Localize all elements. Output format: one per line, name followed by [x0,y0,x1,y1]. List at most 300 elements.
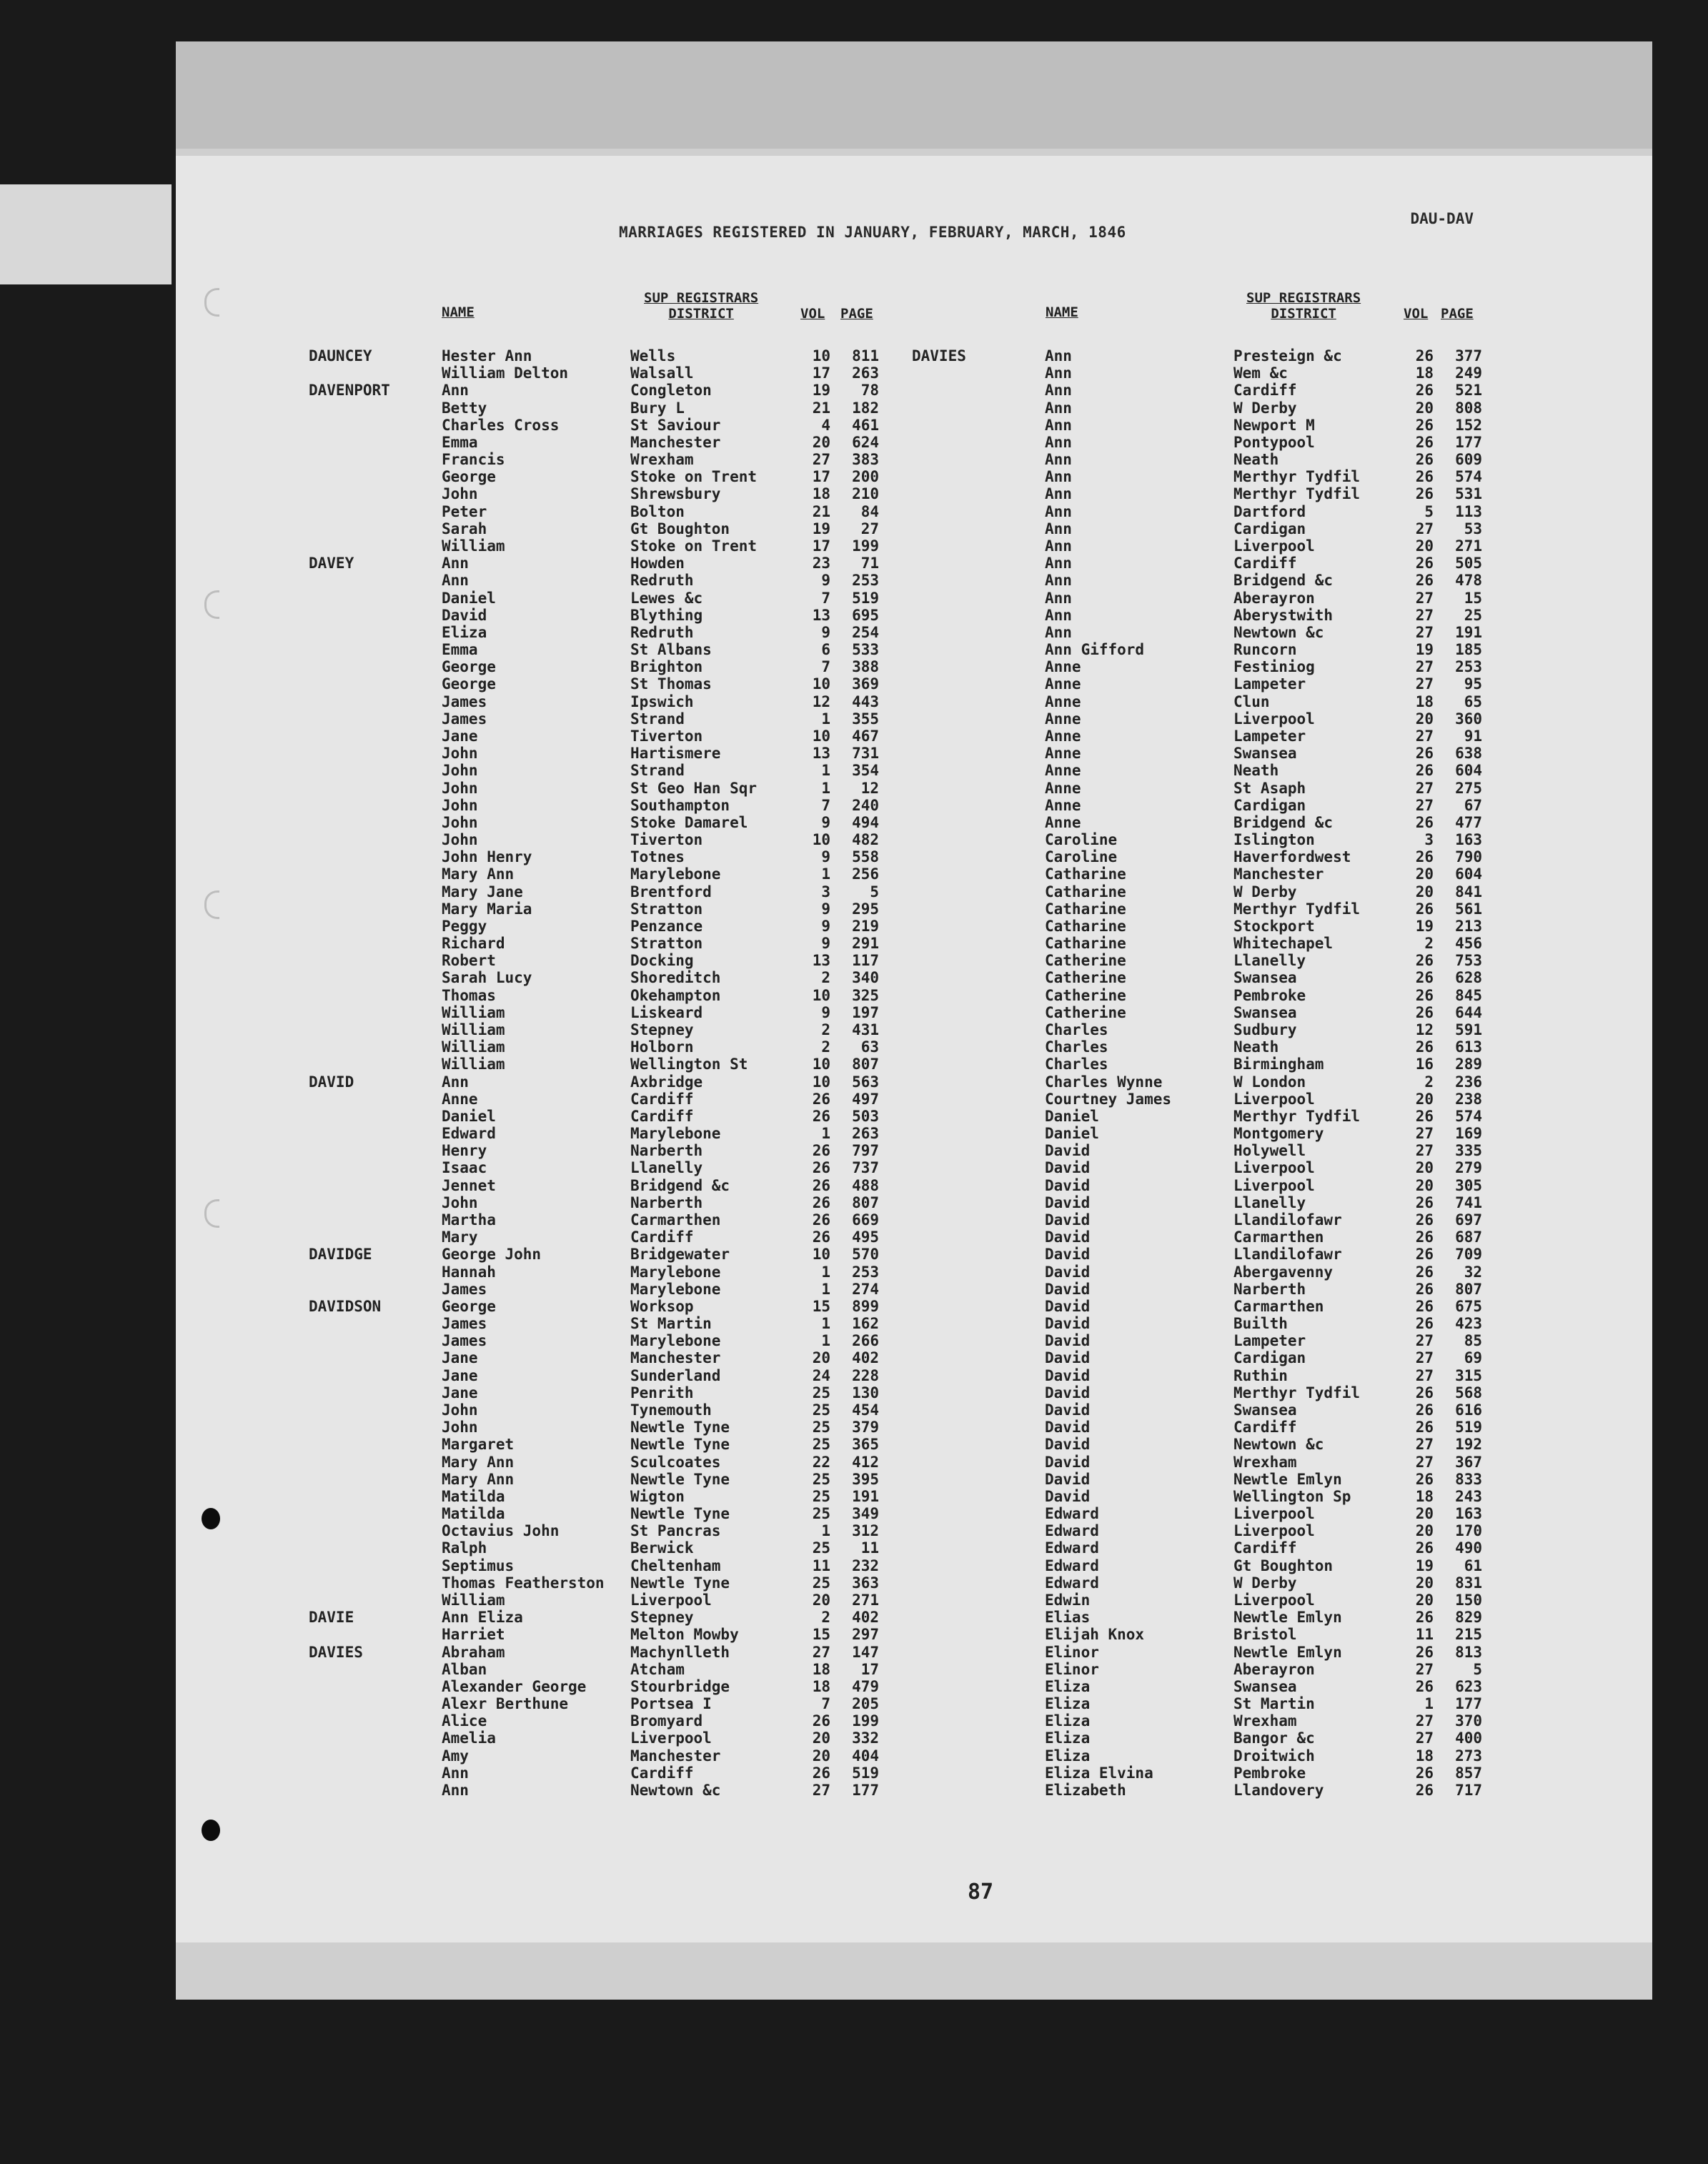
entry-district: Machynlleth [630,1643,730,1661]
entry-volume: 10 [812,347,830,364]
entry-volume: 2 [1424,935,1434,953]
entry-page: 505 [1455,555,1482,572]
entry-district: Pembroke [1233,986,1306,1004]
entry-surname: DAVEY [309,555,354,572]
entry-district: Bridgend &c [1233,813,1334,831]
entry-page: 275 [1455,779,1482,797]
entry-forename: Eliza [442,623,487,641]
entry-forename: David [1045,1246,1091,1264]
entry-page: 423 [1455,1315,1482,1333]
entry-forename: Henry [442,1142,487,1160]
entry-volume: 22 [812,1453,830,1471]
entry-volume: 4 [821,416,830,434]
entry-district: Islington [1233,831,1315,849]
entry-page: 312 [852,1522,879,1540]
entry-volume: 27 [1415,520,1434,537]
entry-page: 519 [852,1764,879,1782]
entry-page: 192 [1455,1436,1482,1454]
entry-district: Bolton [630,502,685,520]
entry-volume: 7 [821,589,830,607]
entry-volume: 2 [821,1609,830,1627]
entry-volume: 26 [1415,1677,1434,1695]
entry-surname: DAVIDSON [309,1297,382,1315]
entry-district: Newtle Tyne [630,1419,730,1436]
entry-forename: James [442,1315,487,1333]
entry-volume: 27 [1415,1366,1434,1384]
entry-district: Cardigan [1233,520,1306,537]
entry-volume: 9 [821,848,830,866]
entry-district: Brighton [630,658,703,676]
entry-volume: 26 [1415,347,1434,364]
entry-page: 563 [852,1073,879,1091]
page-number: 87 [968,1880,994,1905]
entry-volume: 26 [1415,1539,1434,1557]
entry-forename: James [442,1280,487,1298]
entry-page: 355 [852,710,879,728]
entry-district: Strand [630,762,685,780]
entry-forename: Ann [442,555,469,572]
entry-district: Tiverton [630,831,703,849]
entry-volume: 1 [821,1125,830,1143]
entry-district: St Asaph [1233,779,1306,797]
entry-district: Swansea [1233,1401,1297,1419]
entry-page: 807 [852,1056,879,1073]
entry-forename: Mary Ann [442,1453,515,1471]
entry-volume: 2 [821,1038,830,1056]
entry-page: 199 [852,537,879,555]
entry-page: 263 [852,1125,879,1143]
entry-district: Bangor &c [1233,1729,1315,1747]
entry-page: 591 [1455,1021,1482,1039]
entry-page: 669 [852,1211,879,1229]
entry-page: 829 [1455,1609,1482,1627]
entry-district: Merthyr Tydfil [1233,485,1361,503]
entry-page: 845 [1455,986,1482,1004]
entry-forename: Ann [1045,485,1072,503]
entry-district: Sudbury [1233,1021,1297,1039]
entry-page: 32 [1464,1263,1482,1281]
entry-page: 305 [1455,1176,1482,1194]
entry-volume: 1 [821,1315,830,1333]
entry-forename: Edward [1045,1539,1099,1557]
entry-forename: Edward [442,1125,496,1143]
entry-page: 95 [1464,675,1482,693]
entry-district: Stratton [630,900,703,918]
entry-volume: 3 [1424,831,1434,849]
entry-district: Neath [1233,762,1279,780]
entry-forename: John [442,796,478,814]
entry-forename: Eliza [1045,1712,1091,1730]
entry-volume: 20 [812,1349,830,1367]
entry-volume: 19 [812,520,830,537]
entry-page: 807 [1455,1280,1482,1298]
entry-volume: 26 [1415,1246,1434,1264]
entry-forename: David [1045,1193,1091,1211]
entry-volume: 23 [812,555,830,572]
entry-district: Tiverton [630,727,703,745]
entry-volume: 13 [812,952,830,970]
entry-forename: David [1045,1487,1091,1505]
entry-district: W Derby [1233,399,1297,417]
entry-page: 675 [1455,1297,1482,1315]
entry-page: 177 [852,1781,879,1799]
entry-district: Redruth [630,572,694,590]
entry-district: Strand [630,710,685,728]
entry-volume: 18 [1415,364,1434,382]
entry-district: Portsea I [630,1695,712,1713]
entry-volume: 26 [1415,572,1434,590]
entry-district: Bridgewater [630,1246,730,1264]
entry-page: 461 [852,416,879,434]
entry-district: Llanelly [630,1159,703,1177]
entry-volume: 27 [1415,1729,1434,1747]
entry-page: 443 [852,693,879,710]
entry-page: 363 [852,1574,879,1592]
entry-page: 370 [1455,1712,1482,1730]
entry-page: 395 [852,1470,879,1488]
entry-page: 478 [1455,572,1482,590]
entry-district: Ruthin [1233,1366,1288,1384]
entry-volume: 16 [1415,1056,1434,1073]
col-head-name-right: NAME [1046,304,1078,320]
entry-volume: 13 [812,745,830,763]
entry-district: Axbridge [630,1073,703,1091]
entry-volume: 26 [812,1764,830,1782]
entry-district: Droitwich [1233,1747,1315,1765]
entry-volume: 20 [1415,1591,1434,1609]
entry-page: 85 [1464,1332,1482,1350]
entry-page: 574 [1455,468,1482,486]
entry-volume: 26 [1415,745,1434,763]
entry-forename: David [1045,1453,1091,1471]
entry-district: Newport M [1233,416,1315,434]
entry-volume: 10 [812,727,830,745]
entry-district: Swansea [1233,745,1297,763]
entry-district: Stoke on Trent [630,468,758,486]
entry-forename: Ann [1045,399,1072,417]
entry-page: 558 [852,848,879,866]
entry-page: 503 [852,1107,879,1125]
entry-forename: Amy [442,1747,469,1765]
entry-volume: 25 [812,1574,830,1592]
entry-page: 831 [1455,1574,1482,1592]
entry-district: Liverpool [1233,1591,1315,1609]
entry-forename: George [442,468,496,486]
entry-page: 741 [1455,1193,1482,1211]
entry-district: Aberystwith [1233,606,1334,624]
entry-volume: 27 [1415,1142,1434,1160]
entry-forename: James [442,693,487,710]
entry-page: 490 [1455,1539,1482,1557]
entry-volume: 20 [1415,1505,1434,1523]
entry-forename: Mary Jane [442,883,523,900]
entry-district: Newtown &c [630,1781,721,1799]
entry-volume: 26 [1415,1003,1434,1021]
entry-volume: 10 [812,986,830,1004]
entry-forename: Thomas Featherston [442,1574,605,1592]
entry-district: Liverpool [1233,1090,1315,1108]
entry-volume: 26 [1415,1107,1434,1125]
entry-volume: 26 [1415,969,1434,987]
entry-page: 354 [852,762,879,780]
entry-volume: 26 [1415,900,1434,918]
entry-volume: 1 [821,762,830,780]
entry-forename: William [442,1056,505,1073]
entry-forename: Catharine [1045,883,1126,900]
entry-forename: Amelia [442,1729,496,1747]
entry-forename: George [442,658,496,676]
entry-district: Liverpool [630,1591,712,1609]
entry-district: Builth [1233,1315,1288,1333]
entry-district: Clun [1233,693,1270,710]
entry-forename: Ann [1045,347,1072,364]
entry-volume: 27 [1415,1436,1434,1454]
entry-page: 150 [1455,1591,1482,1609]
entry-volume: 25 [812,1470,830,1488]
entry-page: 813 [1455,1643,1482,1661]
entry-district: Bristol [1233,1626,1297,1644]
entry-forename: Anne [1045,658,1081,676]
entry-district: Southampton [630,796,730,814]
entry-district: Marylebone [630,865,721,883]
entry-district: Cardiff [1233,1419,1297,1436]
entry-forename: Jane [442,1384,478,1401]
entry-forename: Daniel [442,1107,496,1125]
entry-district: Shoreditch [630,969,721,987]
entry-volume: 26 [1415,1643,1434,1661]
entry-forename: Peggy [442,917,487,935]
entry-volume: 9 [821,935,830,953]
entry-forename: David [1045,1229,1091,1246]
entry-volume: 26 [1415,433,1434,451]
entry-forename: Eliza [1045,1747,1091,1765]
entry-page: 197 [852,1003,879,1021]
entry-forename: Jennet [442,1176,496,1194]
entry-volume: 20 [812,433,830,451]
entry-page: 113 [1455,502,1482,520]
entry-volume: 27 [1415,1660,1434,1678]
entry-page: 467 [852,727,879,745]
entry-forename: Elizabeth [1045,1781,1126,1799]
entry-volume: 27 [1415,1125,1434,1143]
entry-volume: 9 [821,572,830,590]
entry-volume: 20 [812,1729,830,1747]
entry-volume: 27 [1415,1349,1434,1367]
entry-district: Aberayron [1233,1660,1315,1678]
entry-volume: 27 [812,451,830,469]
entry-district: Pontypool [1233,433,1315,451]
entry-volume: 20 [812,1591,830,1609]
col-head-page-left: PAGE [840,306,873,322]
entry-page: 210 [852,485,879,503]
entry-volume: 12 [812,693,830,710]
entry-volume: 26 [1415,1280,1434,1298]
entry-page: 185 [1455,641,1482,659]
entry-page: 67 [1464,796,1482,814]
entry-page: 291 [852,935,879,953]
entry-page: 456 [1455,935,1482,953]
entry-forename: John [442,1401,478,1419]
entry-volume: 3 [821,883,830,900]
entry-forename: Edward [1045,1505,1099,1523]
entry-page: 616 [1455,1401,1482,1419]
entry-forename: David [1045,1297,1091,1315]
entry-forename: Sarah Lucy [442,969,532,987]
entry-forename: William [442,1038,505,1056]
entry-forename: Eliza [1045,1677,1091,1695]
entry-district: Marylebone [630,1332,721,1350]
entry-page: 613 [1455,1038,1482,1056]
entry-district: Cardiff [630,1107,694,1125]
entry-volume: 26 [1415,468,1434,486]
entry-forename: Mary [442,1229,478,1246]
entry-district: Narberth [630,1193,703,1211]
entry-forename: Elinor [1045,1660,1099,1678]
entry-volume: 25 [812,1384,830,1401]
entry-volume: 11 [1415,1626,1434,1644]
entry-forename: Ann [1045,451,1072,469]
entry-district: Walsall [630,364,694,382]
entry-forename: Charles [1045,1038,1108,1056]
entry-volume: 21 [812,502,830,520]
entry-volume: 18 [1415,693,1434,710]
entry-forename: Anne [1045,727,1081,745]
entry-page: 753 [1455,952,1482,970]
entry-district: Newtown &c [1233,623,1324,641]
entry-page: 857 [1455,1764,1482,1782]
entry-page: 367 [1455,1453,1482,1471]
page-range: DAU-DAV [1410,210,1474,227]
entry-forename: Mary Maria [442,900,532,918]
entry-district: St Geo Han Sqr [630,779,758,797]
entry-volume: 11 [812,1557,830,1574]
entry-forename: John [442,485,478,503]
entry-page: 15 [1464,589,1482,607]
entry-district: Stepney [630,1609,694,1627]
entry-volume: 20 [1415,1522,1434,1540]
entry-district: Liverpool [1233,1176,1315,1194]
entry-forename: Anne [1045,745,1081,763]
entry-district: Narberth [1233,1280,1306,1298]
entry-district: Cardiff [630,1764,694,1782]
entry-forename: Catherine [1045,969,1126,987]
entry-forename: George [442,675,496,693]
entry-page: 273 [1455,1747,1482,1765]
entry-forename: Ann [1045,382,1072,399]
entry-district: Wells [630,347,676,364]
entry-page: 236 [1455,1073,1482,1091]
entry-forename: Mary Ann [442,1470,515,1488]
entry-district: Birmingham [1233,1056,1324,1073]
entry-forename: Catharine [1045,900,1126,918]
entry-forename: David [1045,1142,1091,1160]
col-head-vol-left: VOL [800,306,825,322]
entry-volume: 1 [821,1522,830,1540]
entry-page: 400 [1455,1729,1482,1747]
entry-page: 240 [852,796,879,814]
entry-forename: William [442,537,505,555]
entry-page: 25 [1464,606,1482,624]
entry-district: Newtle Emlyn [1233,1470,1342,1488]
entry-page: 402 [852,1609,879,1627]
entry-forename: Ann [1045,433,1072,451]
entry-forename: Harriet [442,1626,505,1644]
entry-forename: Ann [442,572,469,590]
entry-page: 808 [1455,399,1482,417]
entry-volume: 26 [1415,485,1434,503]
entry-volume: 9 [821,813,830,831]
entry-volume: 25 [812,1487,830,1505]
entry-forename: David [1045,1366,1091,1384]
entry-volume: 26 [812,1107,830,1125]
entry-district: Tynemouth [630,1401,712,1419]
entry-page: 205 [852,1695,879,1713]
entry-forename: John [442,779,478,797]
entry-page: 177 [1455,1695,1482,1713]
entry-forename: Anne [1045,796,1081,814]
entry-volume: 26 [1415,1193,1434,1211]
entry-forename: Ann [1045,623,1072,641]
entry-district: Presteign &c [1233,347,1342,364]
entry-forename: Eliza [1045,1729,1091,1747]
entry-district: Swansea [1233,969,1297,987]
entry-forename: David [1045,1349,1091,1367]
entry-district: Bromyard [630,1712,703,1730]
entry-district: Wellington Sp [1233,1487,1351,1505]
entry-page: 335 [1455,1142,1482,1160]
entry-page: 213 [1455,917,1482,935]
entry-page: 388 [852,658,879,676]
entry-page: 494 [852,813,879,831]
entry-district: Sunderland [630,1366,721,1384]
entry-volume: 1 [821,1263,830,1281]
entry-page: 271 [1455,537,1482,555]
entry-volume: 18 [1415,1747,1434,1765]
entry-volume: 20 [1415,399,1434,417]
entry-volume: 27 [1415,796,1434,814]
entry-page: 162 [852,1315,879,1333]
entry-forename: George [442,1297,496,1315]
entry-forename: Alban [442,1660,487,1678]
entry-district: Merthyr Tydfil [1233,900,1361,918]
entry-volume: 27 [1415,779,1434,797]
entry-page: 147 [852,1643,879,1661]
entry-forename: William [442,1021,505,1039]
entry-district: St Pancras [630,1522,721,1540]
entry-page: 731 [852,745,879,763]
entry-volume: 7 [821,796,830,814]
entry-district: Stepney [630,1021,694,1039]
entry-page: 177 [1455,433,1482,451]
entry-forename: Ann [1045,364,1072,382]
entry-page: 533 [852,641,879,659]
entry-forename: Courtney James [1045,1090,1172,1108]
entry-forename: John [442,831,478,849]
entry-volume: 26 [1415,1609,1434,1627]
entry-volume: 10 [812,1056,830,1073]
entry-forename: Edward [1045,1574,1099,1592]
entry-district: Okehampton [630,986,721,1004]
entry-district: Hartismere [630,745,721,763]
punch-hole [202,1508,220,1529]
entry-forename: Septimus [442,1557,515,1574]
entry-volume: 2 [821,969,830,987]
entry-district: Whitechapel [1233,935,1334,953]
entry-page: 369 [852,675,879,693]
entry-district: Wrexham [1233,1453,1297,1471]
entry-page: 519 [852,589,879,607]
entry-district: Penrith [630,1384,694,1401]
